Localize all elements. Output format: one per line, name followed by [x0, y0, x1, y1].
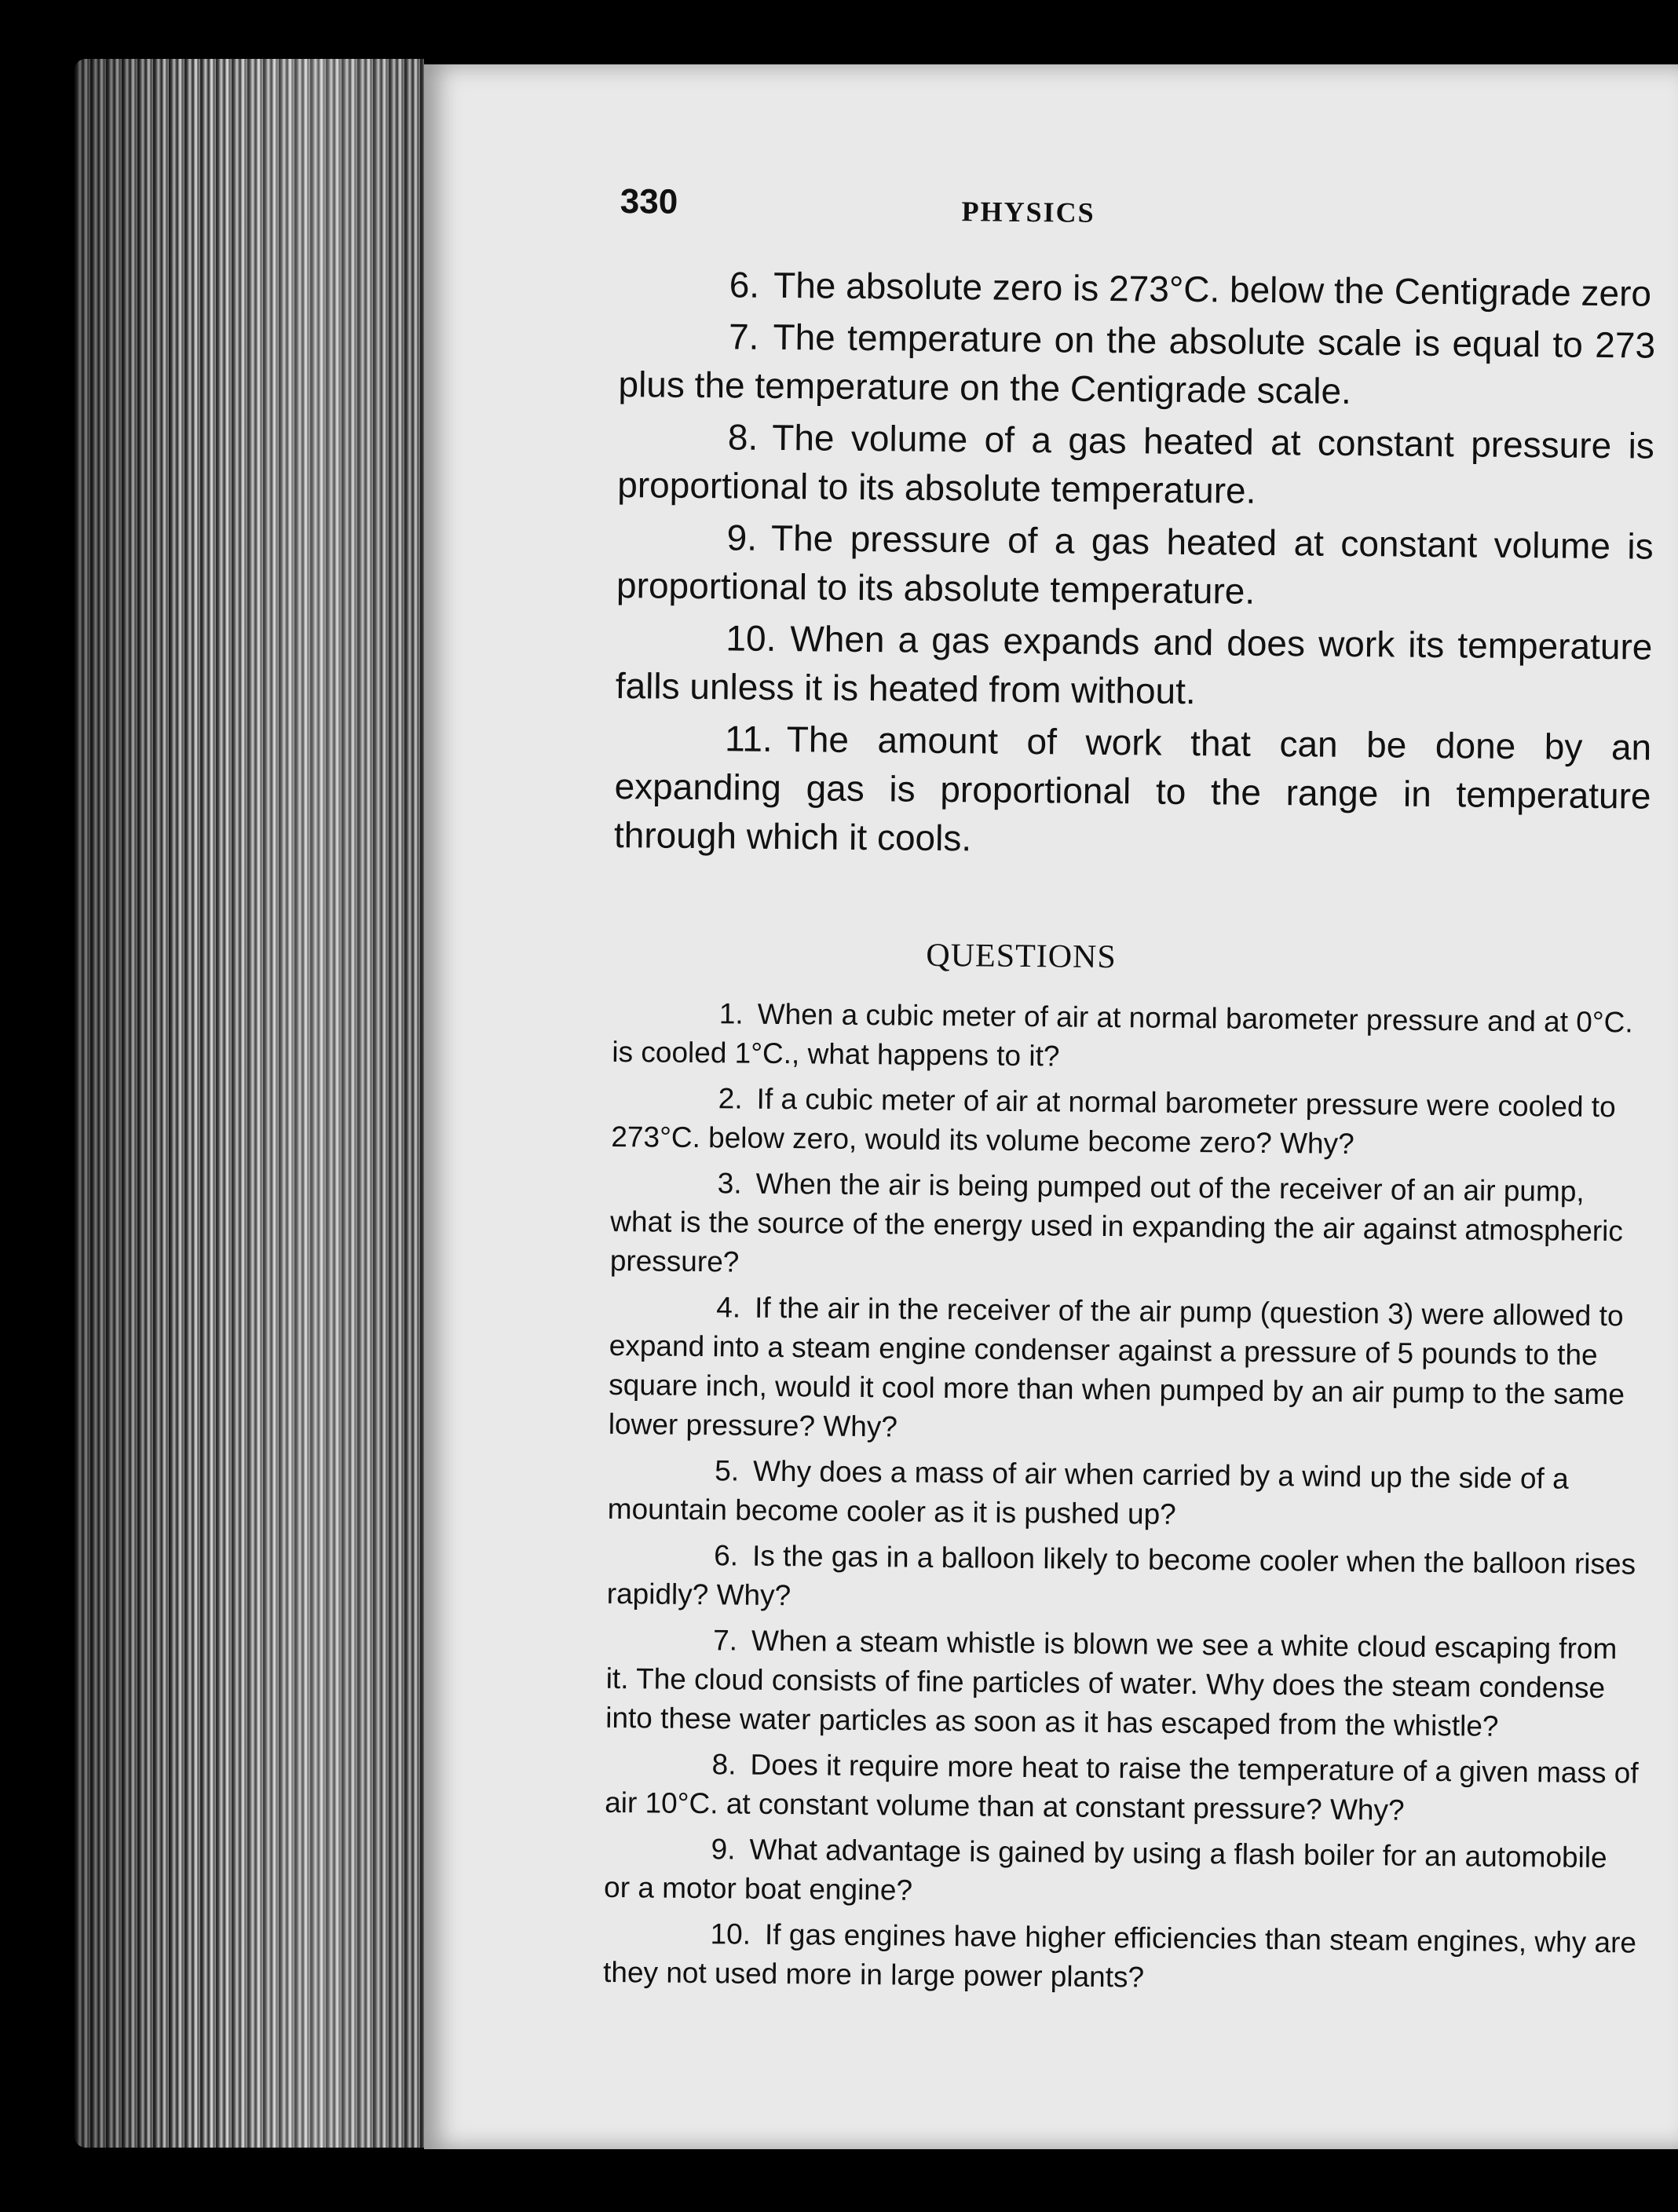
page-header: [620, 182, 1657, 263]
page-content: [603, 182, 1657, 2009]
question-item: 5. Why does a mass of air when carried by a wind up the side of a mountain become cooler as it is pushed up?: [607, 1454, 1569, 1530]
question-item: 7. When a steam whistle is blown we see a white cloud escaping from it. The cloud consists of fine particles of water. Why does the steam condense into these water particles as soon as it has escaped from the whistle?: [605, 1624, 1618, 1742]
summary-principles: [614, 259, 1656, 869]
book-page: [424, 64, 1678, 2149]
principle-item: 8. The volume of a gas heated at constant pressure is proportional to its absolute temperature.: [617, 416, 1655, 511]
question-item: 10. If gas engines have higher efficiencies than steam engines, why are they not used more in large power plants?: [602, 1918, 1637, 1994]
principle-item: 6. The absolute zero is 273°C. below the Centigrade zero: [729, 264, 1652, 314]
questions-list: [603, 993, 1649, 2002]
question-item: 1. When a cubic meter of air at normal barometer pressure and at 0°C. is cooled 1°C., what happens to it?: [612, 997, 1633, 1073]
page-number: 330: [620, 182, 678, 221]
book-page-edges: [75, 59, 424, 2148]
principle-item: 11. The amount of work that can be done by an expanding gas is proportional to the range in temperature through which it cools.: [613, 718, 1652, 859]
question-item: 6. Is the gas in a balloon likely to become cooler when the balloon rises rapidly? Why?: [606, 1539, 1636, 1612]
running-head: PHYSICS: [961, 196, 1095, 229]
questions-heading: QUESTIONS: [926, 937, 1117, 976]
principle-item: 9. The pressure of a gas heated at constant volume is proportional to its absolute temperature.: [616, 517, 1654, 612]
question-item: 3. When the air is being pumped out of the receiver of an air pump, what is the source of the energy used in expanding the air against atmospheric pressure?: [609, 1167, 1624, 1278]
question-item: 2. If a cubic meter of air at normal barometer pressure were cooled to 273°C. below zero, would its volume become zero? Why?: [611, 1082, 1616, 1161]
question-item: 4. If the air in the receiver of the air pump (question 3) were allowed to expand into a steam engine condenser against a pressure of 5 pounds to the square inch, would it cool more than when pumped by an air pump to the same lower pressure? Why?: [608, 1291, 1625, 1443]
question-item: 9. What advantage is gained by using a flash boiler for an automobile or a motor boat engine?: [603, 1833, 1607, 1907]
principle-item: 10. When a gas expands and does work its temperature falls unless it is heated from without.: [615, 617, 1653, 712]
question-item: 8. Does it require more heat to raise the temperature of a given mass of air 10°C. at constant volume than at constant pressure? Why?: [604, 1748, 1639, 1826]
principle-item: 7. The temperature on the absolute scale is equal to 273 plus the temperature on the Centigrade scale.: [618, 316, 1656, 411]
